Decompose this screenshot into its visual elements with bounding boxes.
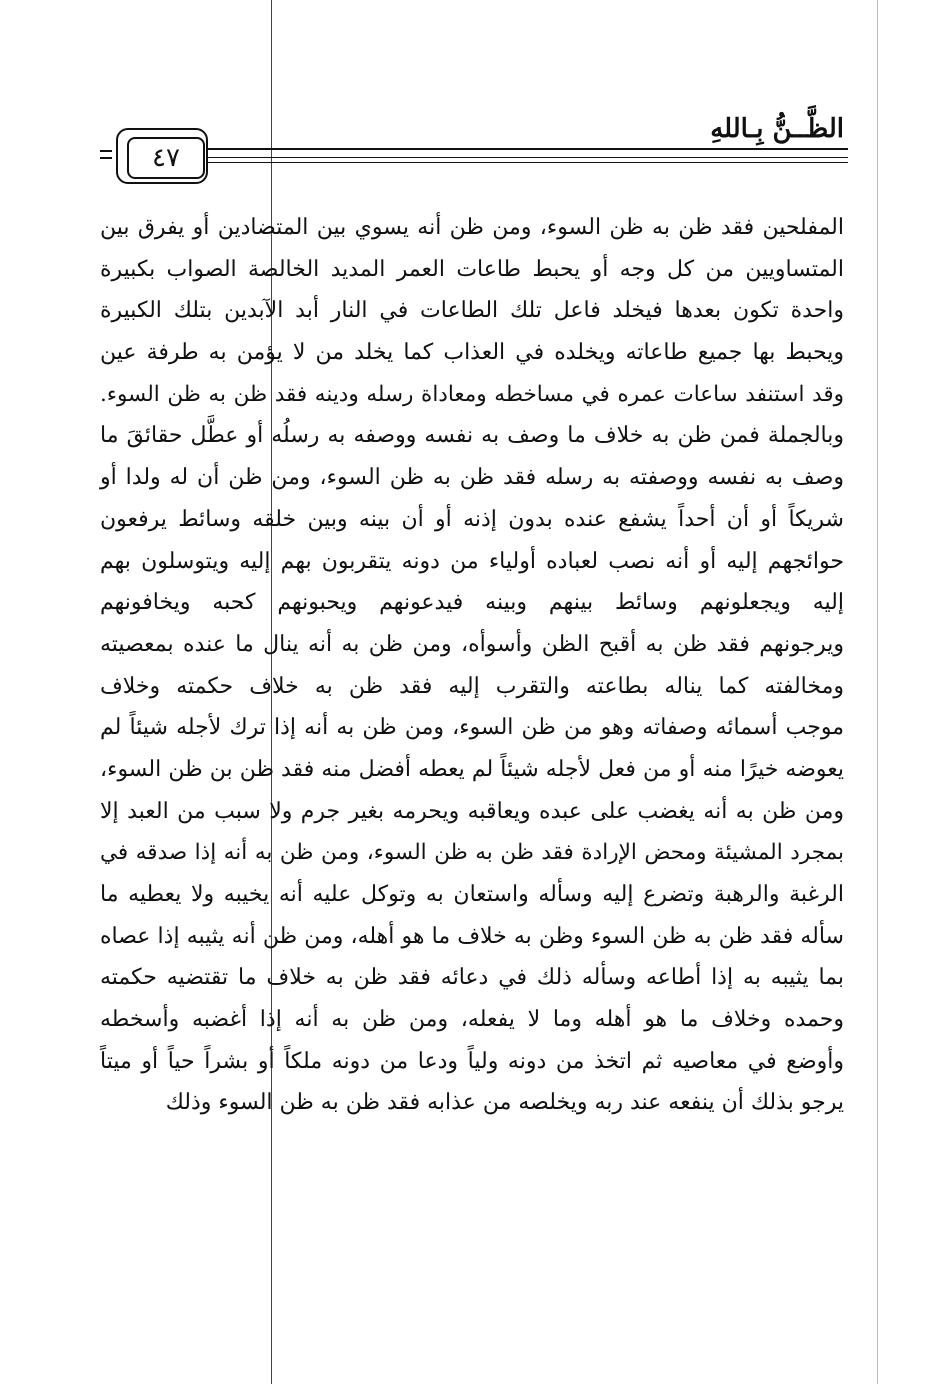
text-line: واحدة تكون بعدها فيخلد فاعل تلك الطاعات في النار أبد الآبدين بتلك الكبيرة (100, 298, 844, 324)
text-line: الرغبة والرهبة وتضرع إليه وسأله واستعان به وتوكل عليه أنه يخيبه ولا يعطيه ما (100, 882, 844, 907)
body-text (100, 207, 844, 1124)
text-line: وقد استنفد ساعات عمره في مساخطه ومعاداة رسله ودينه فقد ظن به ظن السوء. (100, 381, 844, 407)
header-rule (208, 157, 848, 158)
text-line: حوائجهم إليه أو أنه نصب لعباده أولياء من دونه يتقربون بهم إليه ويتوسلون بهم (100, 548, 844, 574)
text-line: ومخالفته كما يناله بطاعته والتقرب إليه فقد ظن به خلاف حكمته وخلاف (100, 673, 844, 699)
text-line: المفلحين فقد ظن به ظن السوء، ومن ظن أنه يسوي بين المتضادين أو يفرق بين (100, 215, 844, 240)
scan-edge-line (877, 0, 878, 1384)
text-line: سأله فقد ظن به ظن السوء وظن به خلاف ما هو أهله، ومن ظن أنه يثيبه إذا عصاه (100, 923, 844, 949)
header-ornament-dash (100, 148, 112, 162)
text-line: بمجرد المشيئة ومحض الإرادة فقد ظن به ظن السوء، ومن ظن به أنه إذا صدقه في (100, 840, 844, 866)
text-line: يرجو بذلك أن ينفعه عند ربه ويخلصه من عذابه فقد ظن به ظن السوء وذلك (165, 1090, 844, 1116)
text-line: إليه ويجعلونهم وسائط بينهم وبينه فيدعونهم ويحبونهم كحبه ويخافونهم (100, 590, 844, 616)
text-line: المتساويين من كل وجه أو يحبط طاعات العمر المديد الخالصة الصواب بكبيرة (100, 256, 844, 282)
header-rule (208, 162, 848, 163)
text-line: شريكاً أو أن أحداً يشفع عنده بدون إذنه أو أن بينه وبين خلقه وسائط يرفعون (100, 506, 844, 532)
text-line: يعوضه خيرًا منه أو من فعل لأجله شيئاً لم يعطه أفضل منه فقد ظن بن ظن السوء، (100, 756, 844, 782)
running-title: الظَّــنُّ بِـاللهِ (710, 114, 844, 144)
text-line: وحمده وخلاف ما هو أهله وما لا يفعله، ومن ظن به أنه إذا أغضبه وأسخطه (100, 1007, 844, 1033)
text-line: وصف به نفسه ووصفته به رسله فقد ظن به ظن السوء، ومن ظن أن له ولدا أو (100, 465, 844, 491)
text-line: ويرجونهم فقد ظن به أقبح الظن وأسوأه، ومن ظن به أنه ينال ما عنده بمعصيته (100, 631, 844, 657)
text-line: موجب أسمائه وصفاته وهو من ظن السوء، ومن ظن به أنه إذا ترك لأجله شيئاً لم (100, 715, 844, 741)
header-rule (208, 148, 848, 150)
text-line: وأوضع في معاصيه ثم اتخذ من دونه ولياً ودعا من دونه ملكاً أو بشراً حياً أو ميتاً (100, 1048, 844, 1074)
page-number: ٤٧ (127, 137, 205, 179)
text-line: ومن ظن به أنه يغضب على عبده ويعاقبه ويحرمه بغير جرم ولا سبب من العبد إلا (100, 798, 844, 824)
text-line: وبالجملة فمن ظن به خلاف ما وصف به نفسه ووصفه به رسلُه أو عطَّل حقائقَ ما (100, 423, 844, 449)
text-line: ويحبط بها جميع طاعاته ويخلده في العذاب كما يخلد من لا يؤمن به طرفة عين (100, 340, 844, 366)
text-line: بما يثيبه به إذا أطاعه وسأله ذلك في دعائه فقد ظن به خلاف ما تقتضيه حكمته (100, 965, 844, 991)
page-header (100, 112, 848, 192)
